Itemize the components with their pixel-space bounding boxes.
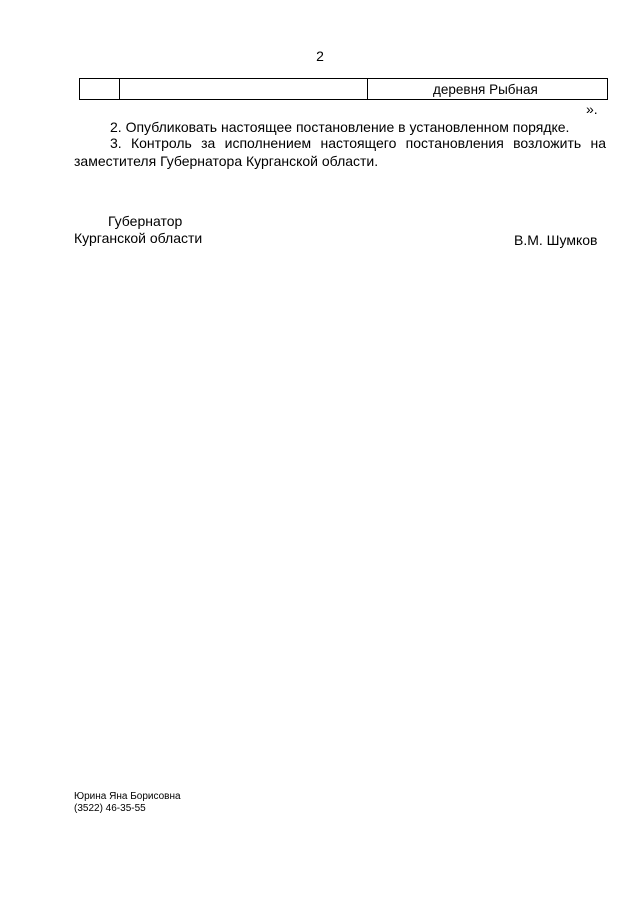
executor-info — [74, 791, 181, 815]
signatory-position — [74, 213, 202, 247]
signatory-name: В.М. Шумков — [514, 232, 598, 248]
signatory-position-region: Курганской области — [74, 230, 203, 246]
executor-phone: (3522) 46-35-55 — [74, 803, 146, 814]
closing-quote: ». — [586, 101, 598, 117]
paragraph-publish: 2. Опубликовать настоящее постановление в установленном порядке. — [110, 119, 570, 135]
table-cell-settlement-name: деревня Рыбная — [433, 82, 538, 97]
page-number: 2 — [316, 48, 324, 64]
executor-name: Юрина Яна Борисовна — [74, 791, 181, 802]
table-cell-number — [80, 79, 120, 99]
signatory-position-title: Губернатор — [108, 213, 183, 229]
paragraph-control: 3. Контроль за исполнением настоящего постановления возложить на заместителя Губернатора Курганской области. — [74, 135, 606, 169]
continuation-table-row — [79, 78, 608, 100]
table-cell-middle — [120, 79, 368, 99]
